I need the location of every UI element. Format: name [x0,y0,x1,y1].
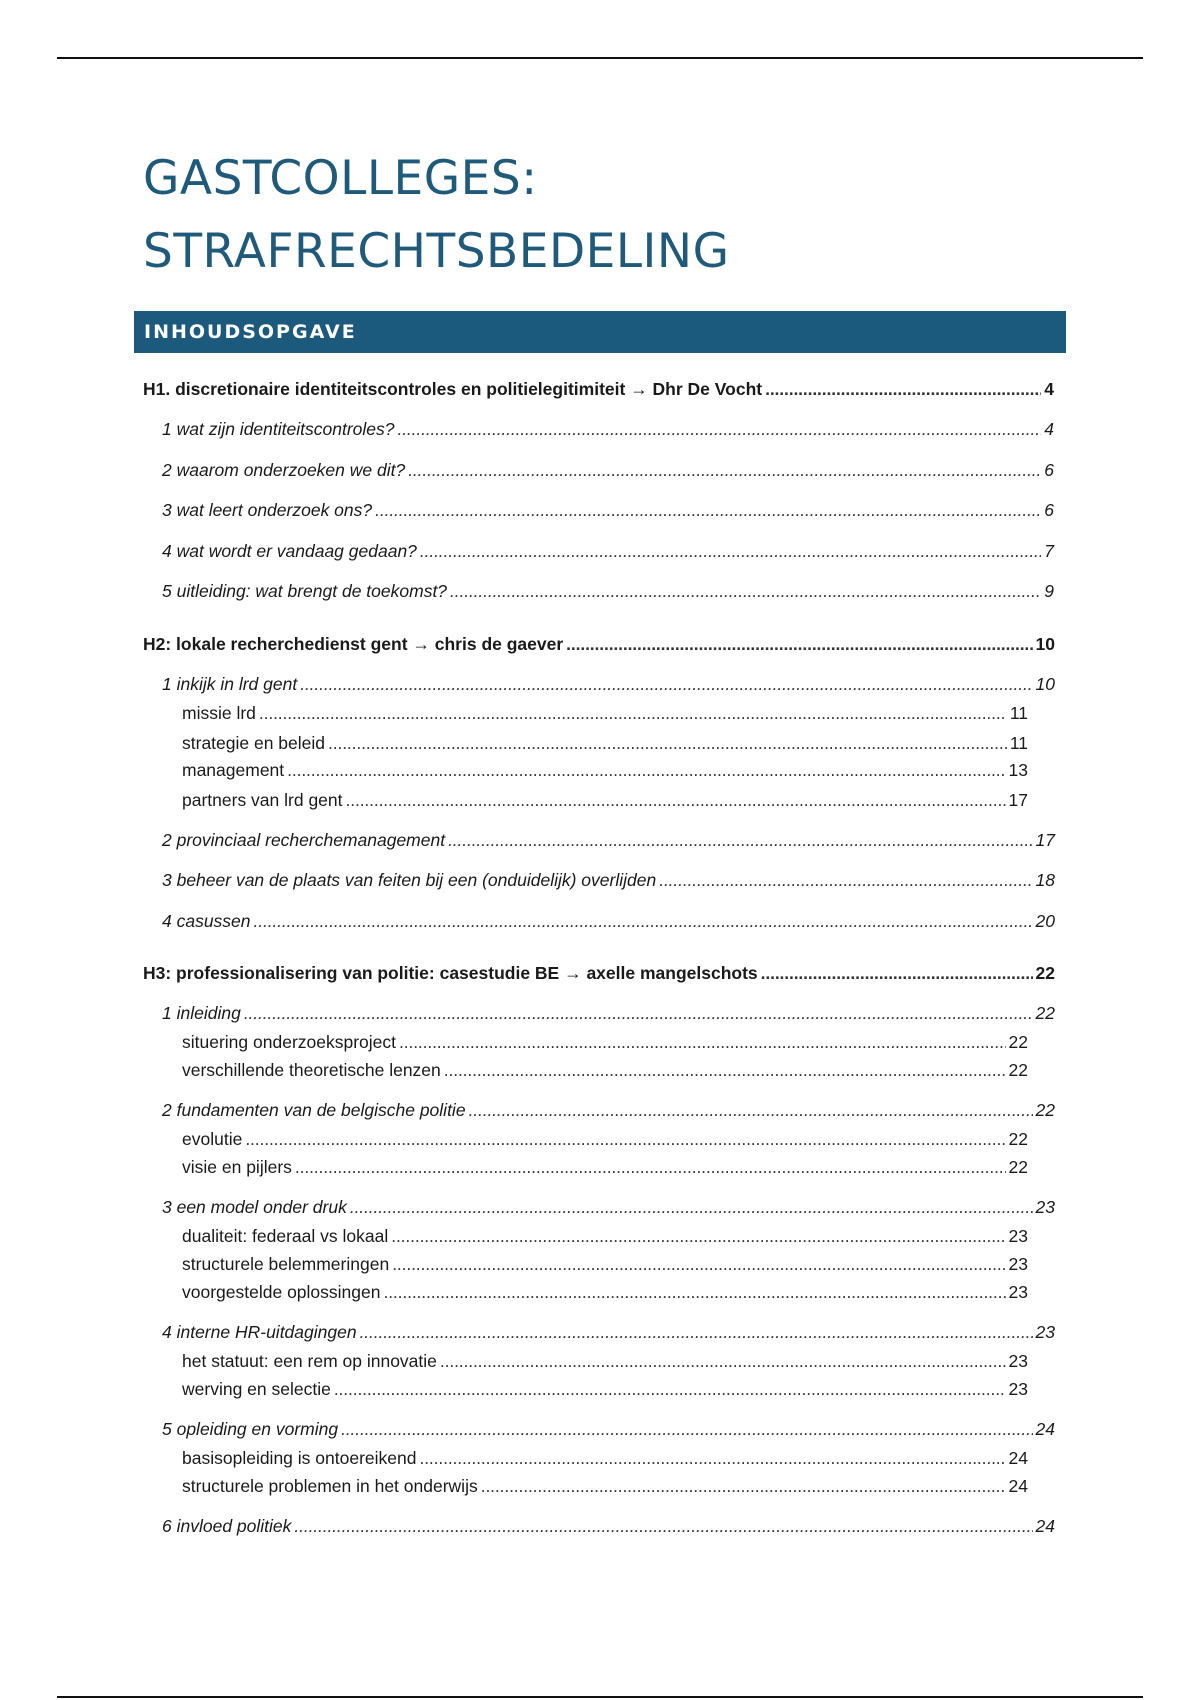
dot-leader [761,961,1033,985]
title-line-1: GASTCOLLEGES: [143,151,538,206]
toc-entry-label: verschillende theoretische lenzen [182,1060,441,1080]
toc-subsection[interactable] [182,1252,1028,1276]
toc-section[interactable] [162,579,1054,603]
toc-entry-label: 4 interne HR-uitdagingen [162,1322,357,1342]
toc-page-number: 24 [1008,1476,1028,1496]
toc-section[interactable] [162,909,1055,933]
dot-leader [392,1252,1005,1276]
toc-subsection[interactable] [182,1224,1028,1248]
toc-subsection[interactable] [182,1030,1028,1054]
dot-leader [328,731,1007,755]
toc-page-number: 4 [1044,379,1054,399]
toc-entry-label: 4 casussen [162,911,251,931]
dot-leader [420,539,1041,563]
toc-section[interactable] [162,672,1055,696]
toc-chapter-h2[interactable] [143,632,1055,656]
toc-entry-label: structurele problemen in het onderwijs [182,1476,478,1496]
toc-page-number: 10 [1035,674,1055,694]
dot-leader [294,1514,1032,1538]
bottom-rule [57,1696,1143,1698]
toc-subsection[interactable] [182,758,1028,782]
toc-page-number: 23 [1008,1254,1028,1274]
dot-leader [259,701,1007,725]
toc-entry-label: management [182,760,285,780]
toc-entry-label: H1. discretionaire identiteitscontroles en politielegitimiteit → Dhr De Vocht [143,379,763,399]
toc-entry-label: 3 wat leert onderzoek ons? [162,500,373,520]
toc-entry-label: 4 wat wordt er vandaag gedaan? [162,541,417,561]
toc-entry-label: H3: professionalisering van politie: casestudie BE → axelle mangelschots [143,963,758,983]
toc-entry-label: 2 waarom onderzoeken we dit? [162,460,406,480]
toc-page-number: 23 [1035,1322,1055,1342]
toc-entry-label: 3 een model onder druk [162,1197,347,1217]
dot-leader [481,1474,1006,1498]
toc-entry-label: dualiteit: federaal vs lokaal [182,1226,389,1246]
toc-subsection[interactable] [182,1474,1028,1498]
toc-page-number: 22 [1008,1032,1028,1052]
toc-subsection[interactable] [182,788,1028,812]
toc-subsection[interactable] [182,1377,1028,1401]
toc-subsection[interactable] [182,1280,1028,1304]
toc-page-number: 23 [1035,1197,1055,1217]
toc-chapter-h3[interactable] [143,961,1055,985]
dot-leader [659,868,1032,892]
toc-section[interactable] [162,828,1055,852]
toc-section[interactable] [162,417,1054,441]
toc-page-number: 6 [1044,500,1054,520]
toc-section[interactable] [162,868,1055,892]
toc-entry-label: werving en selectie [182,1379,331,1399]
toc-entry-label: 3 beheer van de plaats van feiten bij een (onduidelijk) overlijden [162,870,657,890]
toc-entry-label: partners van lrd gent [182,790,343,810]
dot-leader [440,1349,1006,1373]
toc-page-number: 22 [1008,1060,1028,1080]
toc-entry-label: visie en pijlers [182,1157,292,1177]
dot-leader [444,1058,1006,1082]
dot-leader [254,909,1033,933]
toc-section[interactable] [162,1417,1055,1441]
dot-leader [469,1098,1033,1122]
toc-entry-label: 1 inleiding [162,1003,241,1023]
dot-leader [765,377,1041,401]
toc-page-number: 22 [1035,963,1055,983]
toc-entry-label: strategie en beleid [182,733,326,753]
dot-leader [295,1155,1006,1179]
toc-page-number: 23 [1008,1351,1028,1371]
toc-subsection[interactable] [182,1058,1028,1082]
toc-page-number: 24 [1035,1516,1055,1536]
toc-entry-label: 1 inkijk in lrd gent [162,674,298,694]
toc-heading: INHOUDSOPGAVE [144,321,357,343]
toc-subsection[interactable] [182,701,1028,725]
toc-entry-label: 2 fundamenten van de belgische politie [162,1100,466,1120]
toc-entry-label: basisopleiding is ontoereikend [182,1448,417,1468]
toc-section[interactable] [162,1320,1055,1344]
dot-leader [341,1417,1032,1441]
toc-section[interactable] [162,1098,1055,1122]
toc-page-number: 23 [1008,1379,1028,1399]
toc-entry-label: voorgestelde oplossingen [182,1282,381,1302]
dot-leader [375,498,1041,522]
toc-page-number: 10 [1035,634,1055,654]
toc-section[interactable] [162,498,1054,522]
toc-section[interactable] [162,458,1054,482]
dot-leader [383,1280,1005,1304]
toc-entry-label: situering onderzoeksproject [182,1032,397,1052]
toc-page-number: 17 [1035,830,1055,850]
toc-page-number: 13 [1008,760,1028,780]
dot-leader [350,1195,1033,1219]
toc-entry-label: evolutie [182,1129,243,1149]
toc-entry-label: 6 invloed politiek [162,1516,292,1536]
toc-page-number: 24 [1035,1419,1055,1439]
dot-leader [245,1127,1005,1151]
dot-leader [419,1446,1005,1470]
dot-leader [300,672,1032,696]
toc-page-number: 6 [1044,460,1054,480]
toc-section[interactable] [162,1001,1055,1025]
dot-leader [244,1001,1033,1025]
toc-entry-label: het statuut: een rem op innovatie [182,1351,437,1371]
toc-page-number: 18 [1035,870,1055,890]
toc-subsection[interactable] [182,1349,1028,1373]
toc-subsection[interactable] [182,1446,1028,1470]
toc-entry-label: 2 provinciaal recherchemanagement [162,830,446,850]
toc-page-number: 22 [1035,1100,1055,1120]
toc-entry-label: missie lrd [182,703,256,723]
toc-page-number: 23 [1008,1282,1028,1302]
toc-subsection[interactable] [182,731,1028,755]
dot-leader [450,579,1041,603]
toc-page-number: 11 [1009,733,1028,753]
dot-leader [399,1030,1006,1054]
toc-section[interactable] [162,539,1054,563]
dot-leader [346,788,1006,812]
dot-leader [448,828,1032,852]
title-line-2: STRAFRECHTSBEDELING [143,224,730,279]
dot-leader [408,458,1041,482]
toc-page-number: 7 [1044,541,1054,561]
dot-leader [397,417,1041,441]
toc-subsection[interactable] [182,1127,1028,1151]
toc-entry-label: 5 uitleiding: wat brengt de toekomst? [162,581,448,601]
toc-entry-label: 5 opleiding en vorming [162,1419,339,1439]
toc-entry-label: structurele belemmeringen [182,1254,390,1274]
toc-subsection[interactable] [182,1155,1028,1179]
toc-page-number: 23 [1008,1226,1028,1246]
toc-entry-label: H2: lokale recherchedienst gent → chris de gaever [143,634,564,654]
toc-entry-label: 1 wat zijn identiteitscontroles? [162,419,395,439]
toc-page-number: 9 [1044,581,1054,601]
dot-leader [287,758,1005,782]
toc-page-number: 4 [1044,419,1054,439]
toc-section[interactable] [162,1195,1055,1219]
toc-page-number: 24 [1008,1448,1028,1468]
toc-page-number: 17 [1008,790,1028,810]
toc-section[interactable] [162,1514,1055,1538]
toc-chapter-h1[interactable] [143,377,1054,401]
toc-page-number: 22 [1008,1157,1028,1177]
toc-page-number: 22 [1008,1129,1028,1149]
toc-page-number: 22 [1035,1003,1055,1023]
dot-leader [566,632,1032,656]
toc-page-number: 11 [1009,703,1028,723]
dot-leader [334,1377,1006,1401]
dot-leader [391,1224,1005,1248]
dot-leader [360,1320,1033,1344]
toc-page-number: 20 [1035,911,1055,931]
